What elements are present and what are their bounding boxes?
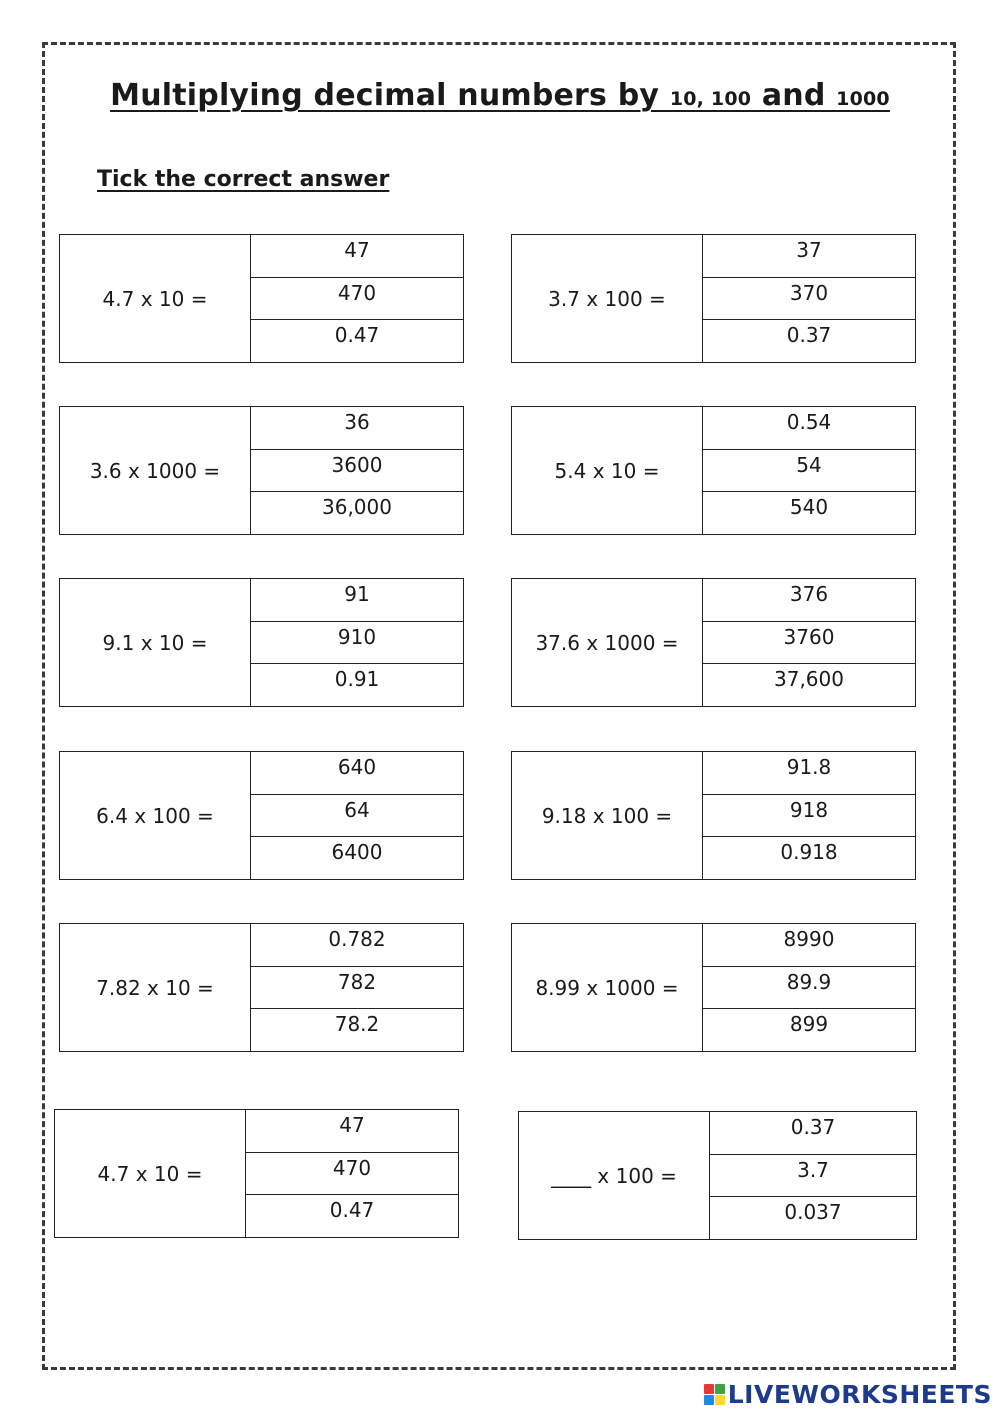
question-prompt: 3.7 x 100 = [512, 235, 703, 362]
question-prompt: 9.1 x 10 = [60, 579, 251, 706]
question-box [59, 234, 464, 363]
answer-option[interactable]: 37,600 [703, 663, 915, 706]
question-prompt: 9.18 x 100 = [512, 752, 703, 879]
answer-option[interactable]: 8990 [783, 927, 835, 951]
answer-option[interactable]: 0.47 [251, 319, 463, 362]
question-prompt: 4.7 x 10 = [55, 1110, 246, 1237]
question-box [511, 923, 916, 1052]
answer-option[interactable]: 370 [703, 277, 915, 320]
answer-option[interactable]: 910 [251, 621, 463, 664]
answer-option[interactable]: 782 [251, 966, 463, 1009]
instruction: Tick the correct answer [97, 167, 390, 192]
answer-option[interactable]: 3760 [703, 621, 915, 664]
answer-option[interactable]: 91 [344, 582, 370, 606]
answer-option[interactable]: 3600 [251, 449, 463, 492]
question-box [511, 234, 916, 363]
answer-option[interactable]: 0.782 [328, 927, 386, 951]
answer-option[interactable]: 91.8 [786, 755, 832, 779]
question-prompt: 6.4 x 100 = [60, 752, 251, 879]
answer-option[interactable]: 376 [789, 582, 829, 606]
question-prompt: 4.7 x 10 = [60, 235, 251, 362]
question-box [511, 406, 916, 535]
answer-option[interactable]: 64 [251, 794, 463, 837]
question-prompt: 8.99 x 1000 = [512, 924, 703, 1051]
answer-option[interactable]: 47 [344, 238, 370, 262]
answer-option[interactable]: 0.54 [786, 410, 832, 434]
answer-option[interactable]: 540 [703, 491, 915, 534]
answer-option[interactable]: 470 [251, 277, 463, 320]
question-box [59, 751, 464, 880]
question-prompt: 5.4 x 10 = [512, 407, 703, 534]
brand-text: LIVEWORKSHEETS [727, 1380, 992, 1409]
question-box [59, 923, 464, 1052]
answer-option[interactable]: 3.7 [710, 1154, 916, 1197]
question-prompt: 7.82 x 10 = [60, 924, 251, 1051]
answer-option[interactable]: 47 [339, 1113, 365, 1137]
question-box [511, 751, 916, 880]
logo-square-red [704, 1384, 714, 1394]
page-title: Multiplying decimal numbers by 10, 100 and 1000 [110, 78, 890, 113]
answer-option[interactable]: 899 [703, 1008, 915, 1051]
answer-option[interactable]: 6400 [251, 836, 463, 879]
question-box [59, 406, 464, 535]
liveworksheets-logo-icon [704, 1384, 725, 1405]
logo-square-green [715, 1384, 725, 1394]
question-prompt: 37.6 x 1000 = [512, 579, 703, 706]
answer-option[interactable]: 0.47 [246, 1194, 458, 1237]
question-box [59, 578, 464, 707]
answer-option[interactable]: 54 [703, 449, 915, 492]
answer-option[interactable]: 0.037 [710, 1196, 916, 1239]
answer-option[interactable]: 0.91 [251, 663, 463, 706]
answer-option[interactable]: 37 [796, 238, 822, 262]
answer-option[interactable]: 36,000 [251, 491, 463, 534]
answer-option[interactable]: 918 [703, 794, 915, 837]
answer-option[interactable]: 0.918 [703, 836, 915, 879]
answer-option[interactable]: 0.37 [790, 1115, 836, 1139]
liveworksheets-logo [704, 1380, 992, 1409]
answer-option[interactable]: 640 [337, 755, 377, 779]
logo-square-yellow [715, 1395, 725, 1405]
logo-square-blue [704, 1395, 714, 1405]
answer-option[interactable]: 78.2 [251, 1008, 463, 1051]
question-prompt: 3.6 x 1000 = [60, 407, 251, 534]
question-prompt: ____ x 100 = [519, 1112, 710, 1239]
question-box [511, 578, 916, 707]
answer-option[interactable]: 89.9 [703, 966, 915, 1009]
answer-option[interactable]: 36 [344, 410, 370, 434]
question-box [54, 1109, 459, 1238]
answer-option[interactable]: 0.37 [703, 319, 915, 362]
question-box [518, 1111, 917, 1240]
answer-option[interactable]: 470 [246, 1152, 458, 1195]
